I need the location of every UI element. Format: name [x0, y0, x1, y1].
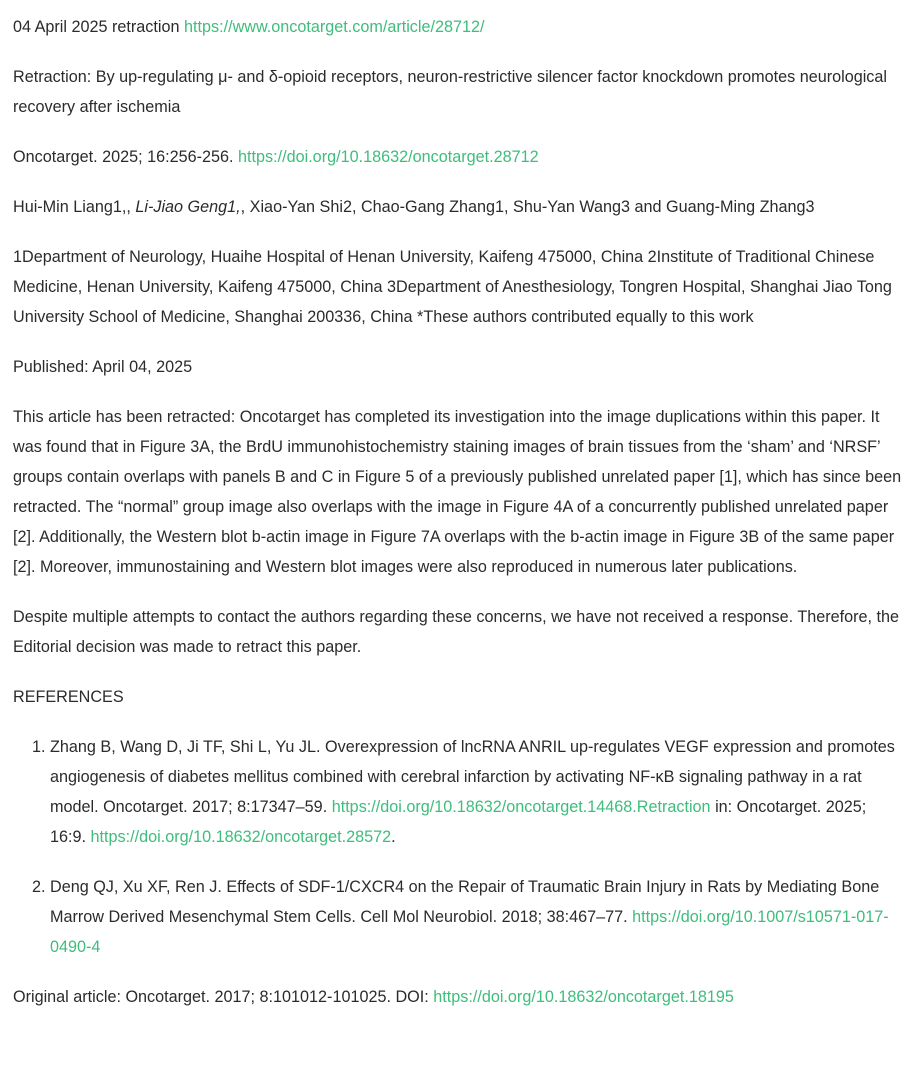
- body-paragraph-2: Despite multiple attempts to contact the authors regarding these concerns, we have not received a response. Therefore, the Editorial decision was made to retract this paper.: [13, 608, 900, 656]
- original-article-doi-link[interactable]: https://doi.org/10.18632/oncotarget.18195: [433, 988, 734, 1006]
- reference-middle: in: Oncotarget. 2025; 16:9.: [50, 798, 867, 846]
- author-rest: , Xiao-Yan Shi2, Chao-Gang Zhang1, Shu-Yan Wang3 and Guang-Ming Zhang3: [240, 198, 815, 216]
- original-article-text: Original article: Oncotarget. 2017; 8:101012-101025. DOI:: [13, 988, 429, 1006]
- retraction-line: [13, 12, 905, 42]
- citation-text: Oncotarget. 2025; 16:256-256.: [13, 148, 234, 166]
- original-article-line: [13, 982, 905, 1012]
- references-heading: REFERENCES: [13, 688, 124, 706]
- citation-doi-link[interactable]: https://doi.org/10.18632/oncotarget.28712: [238, 148, 539, 166]
- affiliations: 1Department of Neurology, Huaihe Hospital of Henan University, Kaifeng 475000, China 2Institute of Traditional Chinese Medicine, Henan University, Kaifeng 475000, China 3Department of Anesthesiology, Tongren Hospital, Shanghai Jiao Tong University School of Medicine, Shanghai 200336, China *These authors contributed equally to this work: [13, 248, 892, 326]
- reference-text: Zhang B, Wang D, Ji TF, Shi L, Yu JL. Overexpression of lncRNA ANRIL up-regulates VEGF expression and promotes angiogenesis of diabetes mellitus combined with cerebral infarction by activating NF-κB signaling pathway in a rat model. Oncotarget. 2017; 8:17347–59.: [50, 738, 895, 816]
- author-list: [13, 192, 905, 222]
- reference-end: .: [391, 828, 396, 846]
- reference-item: [50, 732, 905, 852]
- references-list: [13, 732, 905, 962]
- citation-line: [13, 142, 905, 172]
- published-date: Published: April 04, 2025: [13, 358, 193, 376]
- reference-link[interactable]: https://doi.org/10.18632/oncotarget.14468.Retraction: [331, 798, 711, 816]
- reference-link[interactable]: https://doi.org/10.1007/s10571-017-0490-4: [50, 908, 889, 956]
- retraction-link[interactable]: https://www.oncotarget.com/article/28712/: [183, 18, 485, 36]
- reference-item: [50, 872, 905, 962]
- article-title: Retraction: By up-regulating μ- and δ-opioid receptors, neuron-restrictive silencer factor knockdown promotes neurological recovery after ischemia: [13, 68, 887, 116]
- author-italic: Li-Jiao Geng1,: [135, 198, 241, 216]
- reference-link[interactable]: https://doi.org/10.18632/oncotarget.28572: [90, 828, 392, 846]
- retraction-date: 04 April 2025 retraction: [13, 18, 180, 36]
- body-paragraph-1: This article has been retracted: Oncotarget has completed its investigation into the image duplications within this paper. It was found that in Figure 3A, the BrdU immunohistochemistry staining images of brain tissues from the ‘sham’ and ‘NRSF’ groups contain overlaps with panels B and C in Figure 5 of a previously published unrelated paper [1], which has since been retracted. The “normal” group image also overlaps with the image in Figure 4A of a concurrently published unrelated paper [2]. Additionally, the Western blot b-actin image in Figure 7A overlaps with the b-actin image in Figure 3B of the same paper [2]. Moreover, immunostaining and Western blot images were also reproduced in numerous later publications.: [13, 408, 902, 576]
- reference-text: Deng QJ, Xu XF, Ren J. Effects of SDF-1/CXCR4 on the Repair of Traumatic Brain Injury in Rats by Mediating Bone Marrow Derived Mesenchymal Stem Cells. Cell Mol Neurobiol. 2018; 38:467–77.: [50, 878, 880, 926]
- author-first: Hui-Min Liang1,,: [13, 198, 131, 216]
